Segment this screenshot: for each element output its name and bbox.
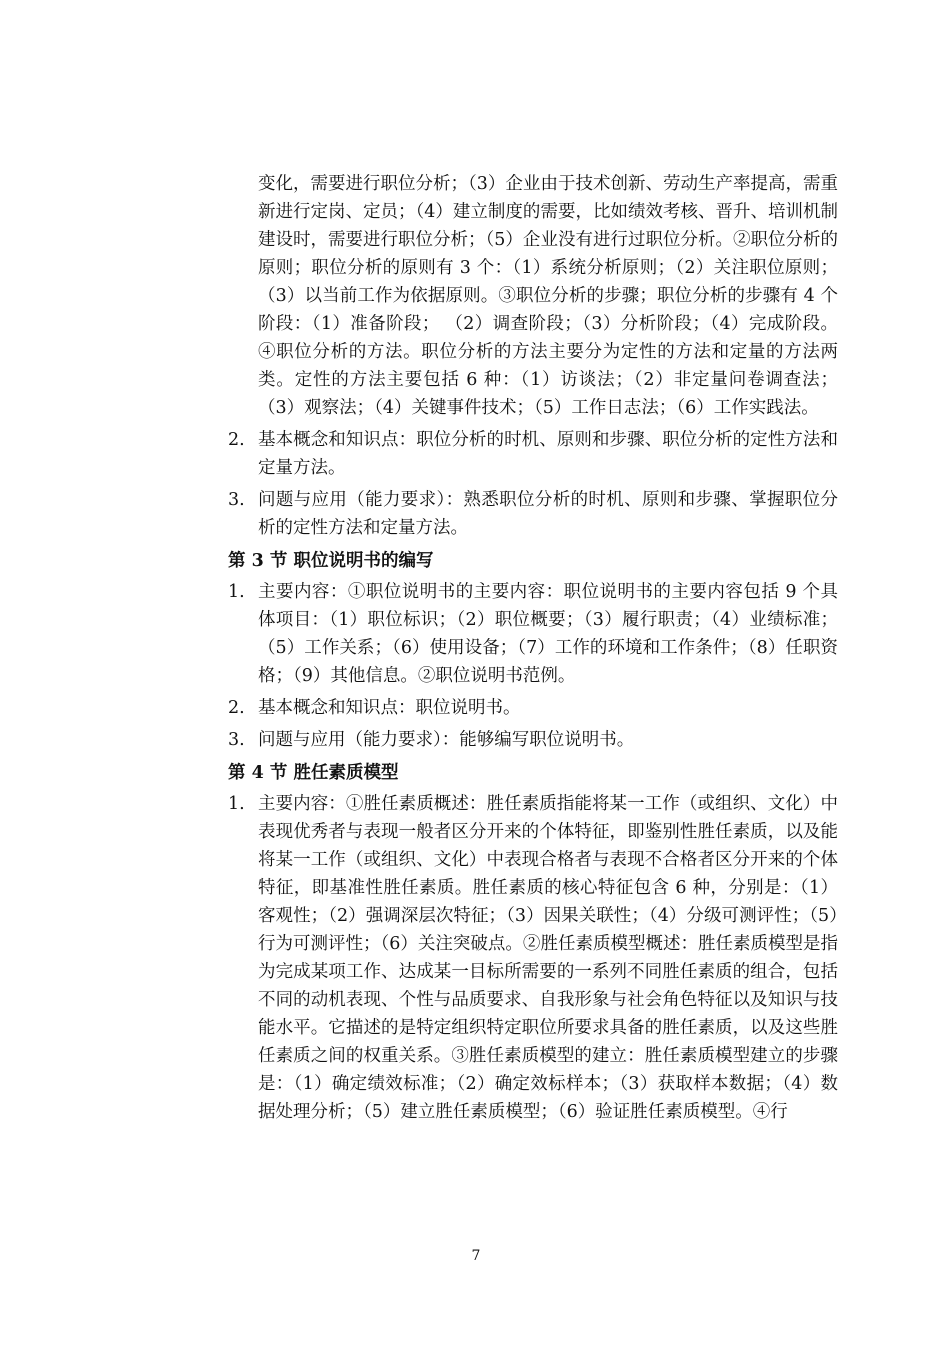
item-text: 主要内容：①胜任素质概述：胜任素质指能将某一工作（或组织、文化）中表现优秀者与表现一般者区分开来的个体特征，即鉴别性胜任素质，以及能将某一工作（或组织、文化）中表现合格者与表现不合格者区分开来的个体特征，即基准性胜任素质。胜任素质的核心特征包含 6 种，分别是：（1）客观性；（2）强调深层次特征；（3）因果关联性；（4）分级可测评性；（5）行为可测评性；（6）关注突破点。②胜任素质模型概述：胜任素质模型是指为完成某项工作、达成某一目标所需要的一系列不同胜任素质的组合，包括不同的动机表现、个性与品质要求、自我形象与社会角色特征以及知识与技能水平。它描述的是特定组织特定职位所要求具备的胜任素质，以及这些胜任素质之间的权重关系。③胜任素质模型的建立：胜任素质模型建立的步骤是：（1）确定绩效标准；（2）确定效标样本；（3）获取样本数据；（4）数据处理分析；（5）建立胜任素质模型；（6）验证胜任素质模型。④行 (258, 794, 838, 1122)
list-item (228, 578, 838, 690)
continuation-paragraph: 变化，需要进行职位分析；（3）企业由于技术创新、劳动生产率提高，需重新进行定岗、定员；（4）建立制度的需要，比如绩效考核、晋升、培训机制建设时，需要进行职位分析；（5）企业没有进行过职位分析。②职位分析的原则；职位分析的原则有 3 个：（1）系统分析原则；（2）关注职位原则；（3）以当前工作为依据原则。③职位分析的步骤；职位分析的步骤有 4 个阶段：（1）准备阶段； （2）调查阶段；（3）分析阶段；（4）完成阶段。④职位分析的方法。职位分析的方法主要分为定性的方法和定量的方法两类。定性的方法主要包括 6 种：（1）访谈法；（2）非定量问卷调查法；（3）观察法；（4）关键事件技术；（5）工作日志法；（6）工作实践法。 (258, 174, 838, 418)
item-text: 主要内容：①职位说明书的主要内容：职位说明书的主要内容包括 9 个具体项目：（1）职位标识；（2）职位概要；（3）履行职责；（4）业绩标准；（5）工作关系；（6）使用设备；（7）工作的环境和工作条件；（8）任职资格；（9）其他信息。②职位说明书范例。 (258, 582, 838, 686)
list-item (228, 426, 838, 482)
item-text: 问题与应用（能力要求）：能够编写职位说明书。 (258, 730, 635, 750)
list-item (228, 726, 838, 754)
item-text: 基本概念和知识点：职位说明书。 (258, 698, 521, 718)
list-item (228, 790, 838, 1126)
list-item (228, 694, 838, 722)
item-number: 1. (228, 582, 245, 602)
section-heading: 第 4 节 胜任素质模型 (228, 763, 399, 783)
item-text: 问题与应用（能力要求）：熟悉职位分析的时机、原则和步骤、掌握职位分析的定性方法和定量方法。 (258, 490, 838, 538)
item-number: 2. (228, 430, 245, 450)
section-heading: 第 3 节 职位说明书的编写 (228, 551, 434, 571)
item-number: 3. (228, 730, 245, 750)
item-number: 2. (228, 698, 245, 718)
page-number: 7 (471, 1248, 481, 1264)
item-number: 1. (228, 794, 245, 814)
item-number: 3. (228, 490, 245, 510)
item-text: 基本概念和知识点：职位分析的时机、原则和步骤、职位分析的定性方法和定量方法。 (258, 430, 838, 478)
page-content (228, 170, 838, 1130)
list-item (228, 486, 838, 542)
